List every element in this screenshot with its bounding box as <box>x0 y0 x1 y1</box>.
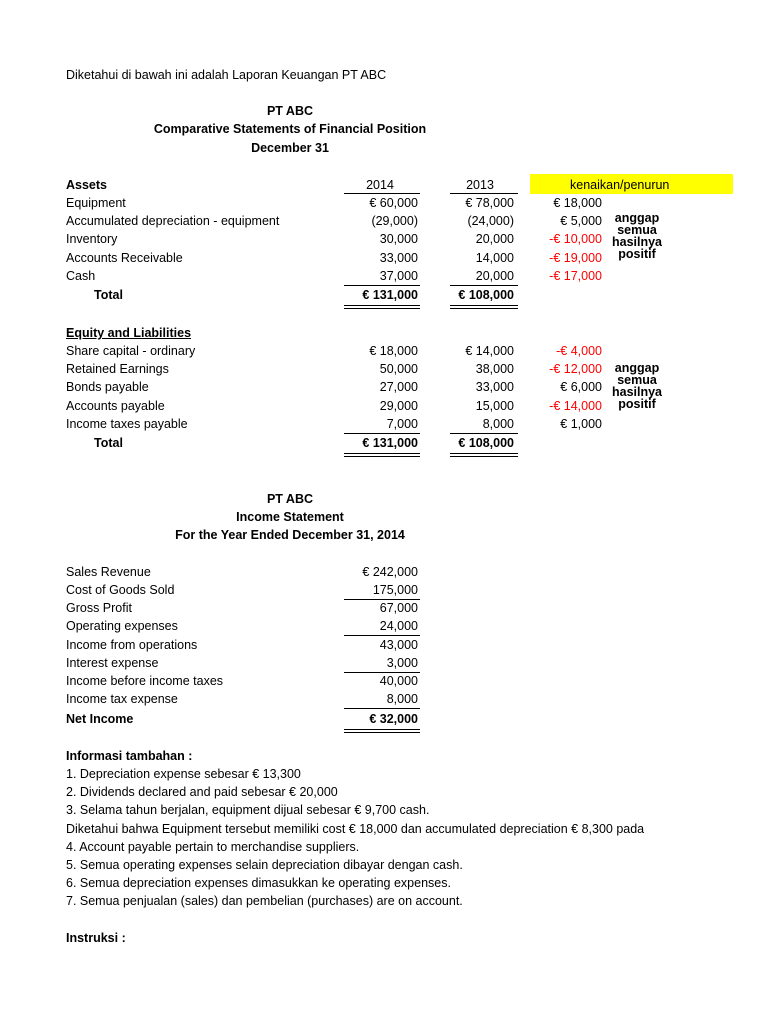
is-row-label: Income from operations <box>66 638 198 652</box>
equity-change: € 6,000 <box>560 380 602 394</box>
sfp-date: December 31 <box>251 141 329 155</box>
asset-label: Accounts Receivable <box>66 251 183 265</box>
instruksi-header: Instruksi : <box>66 931 126 945</box>
col-2014-underline <box>344 193 420 194</box>
asset-label: Cash <box>66 269 96 283</box>
note-line: semua <box>617 223 657 237</box>
equity-change: -€ 12,000 <box>549 362 602 376</box>
asset-2013: 20,000 <box>475 232 514 246</box>
is-total-double-line <box>344 729 420 730</box>
asset-change: € 5,000 <box>560 214 602 228</box>
assets-total-double-line <box>344 308 420 309</box>
equity-change: -€ 4,000 <box>556 344 602 358</box>
asset-change: -€ 19,000 <box>549 251 602 265</box>
info-line: 1. Depreciation expense sebesar € 13,300 <box>66 767 301 781</box>
equity-change: € 1,000 <box>560 417 602 431</box>
asset-label: Equipment <box>66 196 126 210</box>
asset-label: Inventory <box>66 232 118 246</box>
equity-header: Equity and Liabilities <box>66 326 192 340</box>
is-subtotal-line <box>344 635 420 636</box>
equity-total-double-line <box>344 453 420 454</box>
change-header: kenaikan/penurun <box>570 178 670 192</box>
note-line: positif <box>618 247 656 261</box>
note-line: positif <box>618 397 656 411</box>
equity-label: Retained Earnings <box>66 362 169 376</box>
equity-label: Income taxes payable <box>66 417 188 431</box>
assets-header: Assets <box>66 178 107 192</box>
is-row-value: € 242,000 <box>362 565 418 579</box>
note-line: hasilnya <box>611 385 663 399</box>
is-company: PT ABC <box>266 492 314 506</box>
note-line: hasilnya <box>611 235 663 249</box>
info-line: 5. Semua operating expenses selain depreciation dibayar dengan cash. <box>66 858 463 872</box>
equity-2013: € 14,000 <box>465 344 514 358</box>
asset-change: -€ 10,000 <box>549 232 602 246</box>
asset-2014: 33,000 <box>379 251 418 265</box>
assets-total-double-line <box>344 305 420 306</box>
assets-subtotal-line <box>450 285 518 286</box>
is-row-value: 3,000 <box>386 656 418 670</box>
col-2013: 2013 <box>466 178 494 192</box>
intro-text: Diketahui di bawah ini adalah Laporan Keuangan PT ABC <box>66 68 387 82</box>
assets-total-double-line <box>450 308 518 309</box>
note-line: anggap <box>614 361 660 375</box>
assets-total-2014: € 131,000 <box>362 288 418 302</box>
is-row-value: 40,000 <box>379 674 418 688</box>
equity-label: Accounts payable <box>66 399 165 413</box>
equity-2014: 7,000 <box>386 417 418 431</box>
col-2013-underline <box>450 193 518 194</box>
note-line: semua <box>617 373 657 387</box>
asset-2013: (24,000) <box>467 214 514 228</box>
assets-total-double-line <box>450 305 518 306</box>
equity-2014: € 18,000 <box>369 344 418 358</box>
is-net-income-value: € 32,000 <box>369 712 418 726</box>
info-line: 4. Account payable pertain to merchandise suppliers. <box>66 840 360 854</box>
info-line: Diketahui bahwa Equipment tersebut memiliki cost € 18,000 dan accumulated depreciation € 8,300 pada <box>66 822 645 836</box>
asset-2014: 37,000 <box>379 269 418 283</box>
asset-change: -€ 17,000 <box>549 269 602 283</box>
asset-2013: 14,000 <box>475 251 514 265</box>
is-subtotal-line <box>344 672 420 673</box>
asset-2013: € 78,000 <box>465 196 514 210</box>
sfp-title: Comparative Statements of Financial Position <box>153 122 427 136</box>
is-row-value: 24,000 <box>379 619 418 633</box>
equity-subtotal-line <box>450 433 518 434</box>
note-positive-assets <box>605 212 669 260</box>
equity-2013: 15,000 <box>475 399 514 413</box>
is-row-label: Income tax expense <box>66 692 178 706</box>
info-header: Informasi tambahan : <box>66 749 193 763</box>
asset-2014: 30,000 <box>379 232 418 246</box>
asset-2014: (29,000) <box>371 214 418 228</box>
info-line: 2. Dividends declared and paid sebesar € 20,000 <box>66 785 338 799</box>
equity-2014: 27,000 <box>379 380 418 394</box>
is-row-label: Operating expenses <box>66 619 178 633</box>
is-row-value: 8,000 <box>386 692 418 706</box>
sfp-company: PT ABC <box>266 104 314 118</box>
info-line: 6. Semua depreciation expenses dimasukkan ke operating expenses. <box>66 876 451 890</box>
is-period: For the Year Ended December 31, 2014 <box>175 528 405 542</box>
equity-total-double-line <box>450 456 518 457</box>
is-row-label: Gross Profit <box>66 601 132 615</box>
assets-total-label: Total <box>94 288 123 302</box>
equity-2013: 38,000 <box>475 362 514 376</box>
equity-total-double-line <box>344 456 420 457</box>
equity-total-2013: € 108,000 <box>458 436 514 450</box>
asset-change: € 18,000 <box>553 196 602 210</box>
asset-label: Accumulated depreciation - equipment <box>66 214 280 228</box>
equity-label: Bonds payable <box>66 380 149 394</box>
is-row-value: 43,000 <box>379 638 418 652</box>
is-total-double-line <box>344 732 420 733</box>
col-2014: 2014 <box>366 178 394 192</box>
equity-2013: 33,000 <box>475 380 514 394</box>
info-line: 3. Selama tahun berjalan, equipment dijual sebesar € 9,700 cash. <box>66 803 430 817</box>
equity-2013: 8,000 <box>482 417 514 431</box>
is-title: Income Statement <box>236 510 344 524</box>
is-row-label: Interest expense <box>66 656 159 670</box>
is-subtotal-line <box>344 599 420 600</box>
is-row-label: Income before income taxes <box>66 674 224 688</box>
is-row-label: Sales Revenue <box>66 565 151 579</box>
assets-subtotal-line <box>344 285 420 286</box>
is-row-value: 175,000 <box>372 583 418 597</box>
note-positive-equity <box>605 362 669 410</box>
is-row-value: 67,000 <box>379 601 418 615</box>
is-net-income-label: Net Income <box>66 712 134 726</box>
note-line: anggap <box>614 211 660 225</box>
equity-total-double-line <box>450 453 518 454</box>
asset-2014: € 60,000 <box>369 196 418 210</box>
equity-2014: 29,000 <box>379 399 418 413</box>
is-row-label: Cost of Goods Sold <box>66 583 175 597</box>
is-subtotal-line <box>344 708 420 709</box>
assets-total-2013: € 108,000 <box>458 288 514 302</box>
equity-change: -€ 14,000 <box>549 399 602 413</box>
equity-subtotal-line <box>344 433 420 434</box>
equity-total-label: Total <box>94 436 123 450</box>
info-line: 7. Semua penjualan (sales) dan pembelian (purchases) are on account. <box>66 894 463 908</box>
equity-total-2014: € 131,000 <box>362 436 418 450</box>
asset-2013: 20,000 <box>475 269 514 283</box>
equity-label: Share capital - ordinary <box>66 344 196 358</box>
equity-2014: 50,000 <box>379 362 418 376</box>
